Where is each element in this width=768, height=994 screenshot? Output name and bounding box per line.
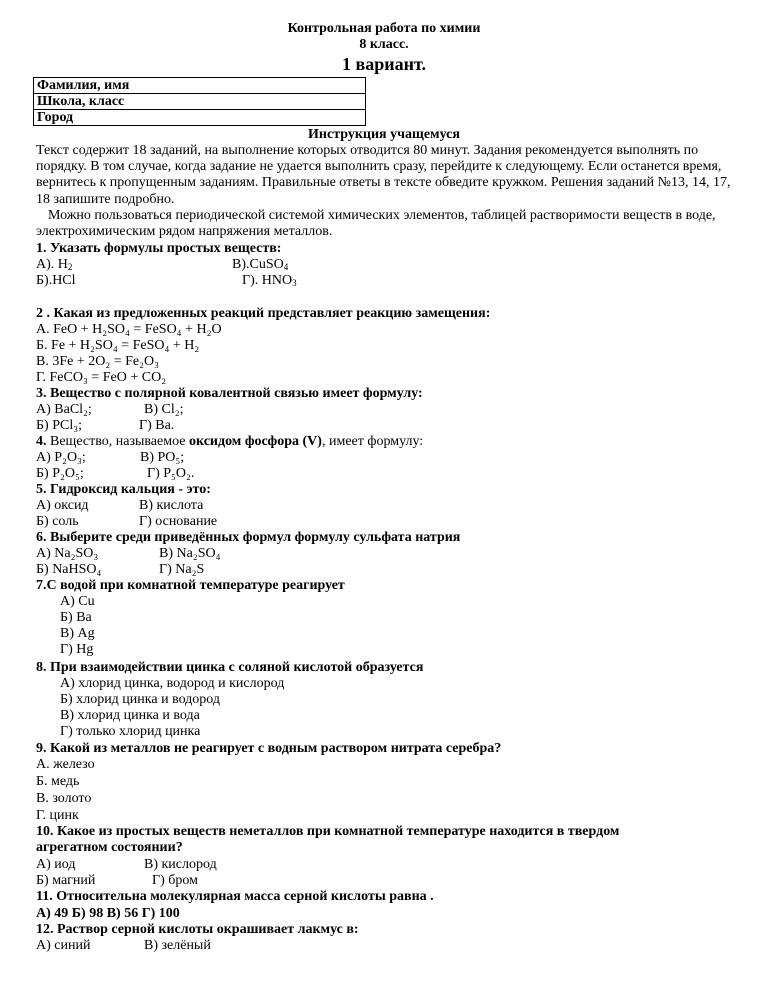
q10-option-b: Б) магний [36,873,96,888]
q8-option-b: Б) хлорид цинка и водород [60,692,221,707]
student-info-table [33,77,366,126]
q2-option-g: Г. FeCO₃ = FeO + CO₂ [36,370,167,385]
q9-option-b: Б. медь [36,774,80,789]
q8-option-g: Г) только хлорид цинка [60,724,201,739]
question-10-cont: агрегатном состоянии? [36,840,183,855]
q6-option-b: Б) NaHSO₄ [36,562,102,577]
doc-title: Контрольная работа по химии [287,21,481,36]
q1-option-v: В).CuSO$_4$ [232,257,289,272]
q5-option-g: Г) основание [139,514,218,529]
q3-option-g: Г) Ba. [139,418,175,433]
q7-option-g: Г) Hg [60,642,94,657]
q2-option-v: В. 3Fe + 2O₂ = Fe₂O₃ [36,354,159,369]
q2-option-a: А. FeO + H₂SO₄ = FeSO₄ + H₂O [36,322,222,337]
q5-option-a: А) оксид [36,498,89,513]
q6-option-a: А) Na₂SO₃ [36,546,99,561]
q12-option-v: В) зелёный [144,938,211,953]
question-6: 6. Выберите среди приведённых формул формулу сульфата натрия [36,530,461,545]
question-9: 9. Какой из металлов не реагирует с водным раствором нитрата серебра? [36,741,502,756]
q12-option-a: А) синий [36,938,91,953]
instruction-heading: Инструкция учащемуся [308,127,460,142]
q11-answers: А) 49 Б) 98 В) 56 Г) 100 [36,906,180,921]
q7-option-v: В) Ag [60,626,95,641]
q3-option-v: В) Cl₂; [144,402,184,417]
instruction-note: Можно пользоваться периодической системой химических элементов, таблицей растворимости веществ в воде, электрохимическим рядом напряжения металлов. [36,208,716,240]
q1-option-g: Г). $HNO_3$ [242,273,297,288]
question-11: 11. Относительна молекулярная масса серной кислоты равна . [36,889,434,904]
q7-option-a: А) Cu [60,594,95,609]
q6-option-g: Г) Na₂S [159,562,205,577]
question-8: 8. При взаимодействии цинка с соляной кислотой образуется [36,660,424,675]
doc-grade: 8 класс. [359,37,409,52]
question-7: 7.С водой при комнатной температуре реагирует [36,578,345,593]
q5-option-v: В) кислота [139,498,204,513]
q7-option-b: Б) Ba [60,610,92,625]
q10-option-g: Г) бром [152,873,198,888]
question-12: 12. Раствор серной кислоты окрашивает лакмус в: [36,922,359,937]
q4-option-b: Б) P₂O₅; [36,466,84,481]
info-school-cell[interactable]: Школа, класс [34,94,366,110]
question-1: 1. Указать формулы простых веществ: [36,241,282,256]
q1-option-b: Б).HCl [36,273,76,288]
q9-option-g: Г. цинк [36,808,79,823]
q9-option-v: В. золото [36,791,92,806]
q3-option-a: А) BaCl₂; [36,402,92,417]
q10-option-a: А) иод [36,857,76,872]
q4-option-v: В) PO₅; [140,450,185,465]
question-4: 4. Вещество, называемое оксидом фосфора (V), имеет формулу: [36,434,424,449]
q4-option-g: Г) P₅O₂. [147,466,195,481]
q9-option-a: А. железо [36,757,95,772]
instruction-text: Текст содержит 18 заданий, на выполнение которых отводится 80 минут. Задания рекомендуется выполнять по порядку. В том случае, когда задание не удается выполнить сразу, перейдите к следующему. Если останется время, вернитесь к пропущенным заданиям. Правильные ответы в тексте обведите кружком. Решения заданий №13, 14, 17, 18 запишите подробно. [36,143,731,207]
q6-option-v: В) Na₂SO₄ [159,546,221,561]
info-city-cell[interactable]: Город [34,110,366,126]
question-5: 5. Гидроксид кальция - это: [36,482,211,497]
q10-option-v: В) кислород [144,857,217,872]
q1-option-a: А). $H_2$ [36,257,73,272]
question-3: 3. Вещество с полярной ковалентной связью имеет формулу: [36,386,423,401]
question-10: 10. Какое из простых веществ неметаллов при комнатной температуре находится в твердом [36,824,620,839]
q8-option-v: В) хлорид цинка и вода [60,708,200,723]
q8-option-a: А) хлорид цинка, водород и кислород [60,676,285,691]
q5-option-b: Б) соль [36,514,79,529]
info-name-cell[interactable]: Фамилия, имя [34,78,366,94]
q4-option-a: А) P₂O₃; [36,450,86,465]
doc-variant: 1 вариант. [342,54,426,74]
q3-option-b: Б) PCl₃; [36,418,82,433]
question-2: 2 . Какая из предложенных реакций представляет реакцию замещения: [36,306,491,321]
q2-option-b: Б. Fe + H₂SO₄ = FeSO₄ + H₂ [36,338,200,353]
